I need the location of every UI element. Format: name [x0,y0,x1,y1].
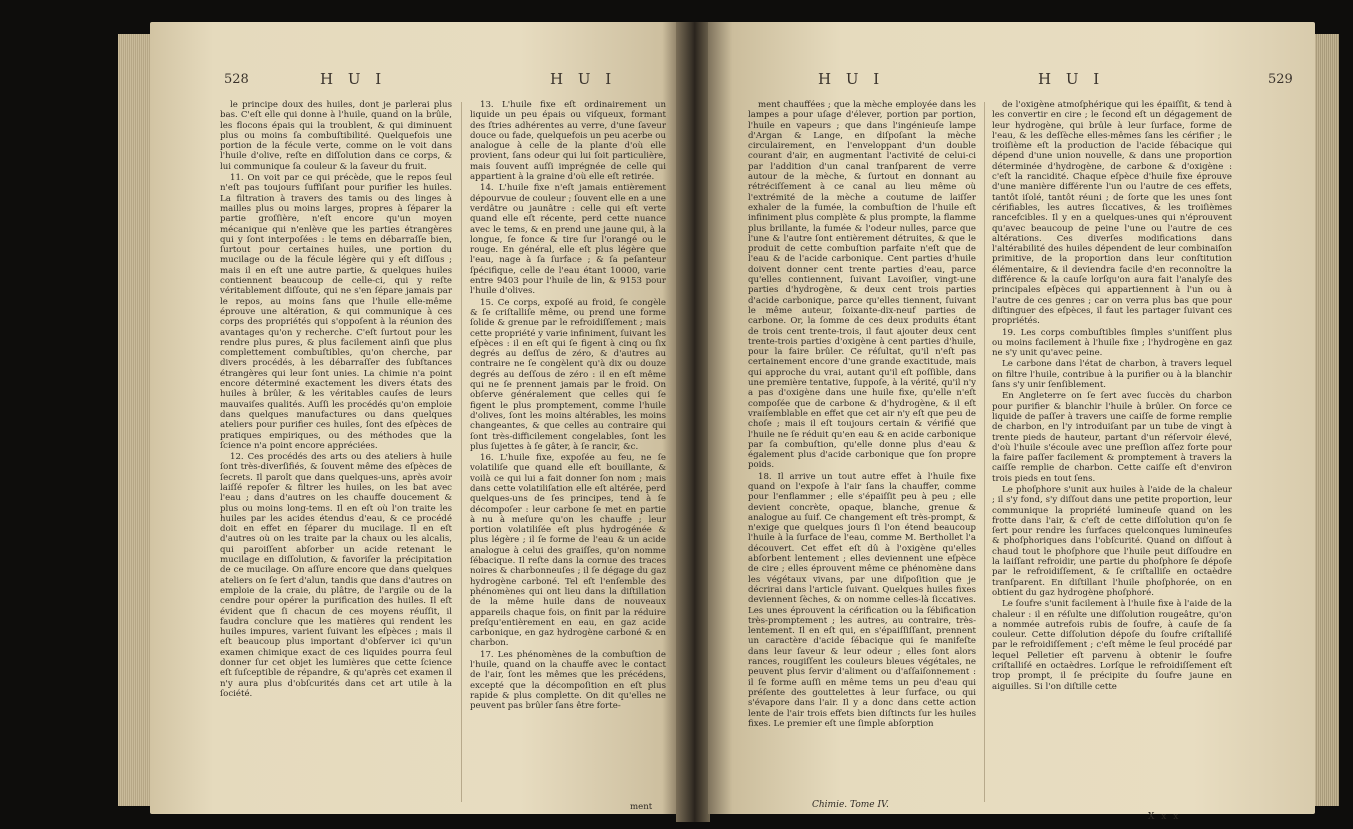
column-rule [984,102,985,802]
paragraph: 19. Les corps combuſtibles ſimples s'uniſſent plus ou moins facilement à l'huile fixe ; l'hydrogène en gaz ne s'y unit qu'avec peine. [992,327,1232,359]
paragraph: 13. L'huile fixe eſt ordinairement un liquide un peu épais ou viſqueux, formant des ſtries adhérentes au verre, d'une ſaveur douce ou fade, quelquefois un peu acerbe ou analogue à celle de la plante d'où elle provient, ſans odeur qui lui ſoit particulière, mais ſouvent auſſi imprégnée de celle qui appartient à la graine d'où elle eſt retirée. [470,100,666,183]
paragraph: le principe doux des huiles, dont je parlerai plus bas. C'eſt elle qui donne à l'huile, quand on la brûle, les flocons épais qui la troublent, & qui diminuent plus ou moins ſa combuſtibilité. Quelquefois une portion de la fécule verte, comme on le voit dans l'huile d'olive, reſte en diſſolution dans ce corps, & lui communique ſa couleur & la ſaveur du fruit. [220,100,452,172]
column-rule [461,102,462,802]
left-page-column-1 [220,100,452,802]
right-page-column-1 [748,100,976,800]
page-number-left: 528 [224,72,249,87]
paragraph: 17. Les phénomènes de la combuſtion de l'huile, quand on la chauffe avec le contact de l'air, ſont les mêmes que les précédens, excepté que la décompoſition en eſt plus rapide & plus complette. On dit qu'elles ne peuvent pas brûler ſans être forte- [470,649,666,712]
signature-line: Chimie. Tome IV. [812,800,889,810]
running-head-left-col1: H U I [320,70,387,88]
catchword: ment [630,802,653,812]
paragraph: En Angleterre on ſe ſert avec ſuccès du charbon pour purifier & blanchir l'huile à brûler. On force ce liquide de paſſer à travers une caiſſe de forme remplie de charbon, en l'y introduiſant par un tube de vingt à trente pieds de hauteur, partant d'un réſervoir élevé, d'où l'huile s'écoule avec une preſſion aſſez forte pour la faire paſſer facilement & promptement à travers la caiſſe remplie de charbon. Cette caiſſe eſt d'environ trois pieds en tout ſens. [992,391,1232,484]
right-page-column-2 [992,100,1232,800]
right-page [708,22,1315,822]
running-head-right-col2: H U I [1038,70,1105,88]
paragraph: 12. Ces procédés des arts ou des ateliers à huile ſont très-diverſifiés, & ſouvent même des eſpèces de ſecrets. Il paroît que dans quelques-uns, après avoir laiſſé repoſer & filtrer les huiles, on les bat avec l'eau ; dans d'autres on les chauffe doucement & plus ou moins long-tems. Il en eſt où l'on traite les huiles par les acides étendus d'eau, & ce procédé doit en effet en ſéparer du mucilage. Il en eſt d'autres où on les traite par la chaux ou les alcalis, qui paroiſſent abſorber un acide retenant le mucilage en diſſolution, & favoriſer la précipitation de ce mucilage. On aſſure encore que dans quelques ateliers on ſe ſert d'alun, tandis que dans d'autres on emploie de la craie, du plâtre, de l'argile ou de la cendre pour opérer la purification des huiles. Il eſt évident que ſi chacun de ces moyens réuſſit, il faudra conclure que les matières qui rendent les huiles impures, varient ſuivant les eſpèces ; mais il eſt beaucoup plus important d'obſerver ici qu'un examen chimique exact de ces liquides pourra ſeul donner ſur cet objet les lumières que cette ſcience eſt ſuſceptible de répandre, & qu'après cet examen il n'y aura plus d'obſcurités dans cet art utile à la ſociété. [220,452,452,699]
running-head-left-col2: H U I [550,70,617,88]
paragraph: Le ſoufre s'unit facilement à l'huile fixe à l'aide de la chaleur : il en réſulte une diſſolution rougeâtre, qu'on a nommée autrefois rubis de ſoufre, à cauſe de ſa couleur. Cette diſſolution dépoſe du ſoufre criſtalliſé par le refroidiſſement ; c'eſt même le ſeul procédé par lequel Pelletier eſt parvenu à obtenir le ſoufre criſtalliſé en octaèdres. Lorſque le refroidiſſement eſt trop prompt, il ſe précipite du ſoufre jaune en aiguilles. Si l'on diſtille cette [992,599,1232,692]
gathering-mark: X x x [1148,812,1181,822]
right-page-edges [1313,34,1339,806]
paragraph: 11. On voit par ce qui précède, que le repos ſeul n'eſt pas toujours ſuffiſant pour purifier les huiles. La filtration à travers des tamis ou des linges à mailles plus ou moins larges, propres à ſéparer la partie groſſière, n'eſt encore qu'un moyen mécanique qui n'enlève que les parties étrangères qui y ſont interpoſées : le tems en débarraſſe bien, ſurtout pour certaines huiles, une portion du mucilage ou de la fécule légère qui y eſt diſſous ; mais il en eſt une autre partie, & quelques huiles contiennent beaucoup de celle-ci, qui y reſte véritablement diſſoute, qui ne s'en ſépare jamais par le repos, au moins ſans que l'huile elle-même éprouve une altération, & qui communique à ces corps des propriétés qui s'oppoſent à la réunion des avantages qu'on y recherche. C'eſt ſurtout pour les rendre plus pures, & plus facilement ainſi que plus complettement combuſtibles, qu'on cherche, par divers procédés, à les débarraſſer des ſubſtances étrangères qui leur ſont unies. La chimie n'a point encore déterminé exactement les divers états des huiles à brûler, & les véritables cauſes de leurs mauvaiſes qualités. Auſſi les procédés qu'on emploie dans quelques manufactures ou dans quelques ateliers pour purifier ces huiles, ſont des eſpèces de pratiques empiriques, ou des méthodes que la ſcience n'a point encore appréciées. [220,173,452,451]
paragraph: 15. Ce corps, expoſé au froid, ſe congèle & ſe criſtalliſe même, ou prend une forme ſolide & grenue par le refroidiſſement ; mais cette propriété y varie infiniment, ſuivant les eſpèces : il en eſt qui ſe figent à cinq ou ſix degrés au deſſus de zéro, & d'autres au contraire ne ſe congèlent qu'à dix ou douze degrés au deſſous de zéro : il en eſt même qui ne ſe prennent jamais par le froid. On obſerve généralement que celles qui ſe figent le plus promptement, comme l'huile d'olives, ſont les moins altérables, les moins changeantes, & que celles au contraire qui ſont très-difficilement congelables, ſont les plus ſujettes à ſe gâter, à ſe rancir, &c. [470,297,666,452]
paragraph: 16. L'huile fixe, expoſée au feu, ne ſe volatiliſe que quand elle eſt bouillante, & voilà ce qui lui a fait donner ſon nom ; mais dans cette volatiliſation elle eſt altérée, perd quelques-uns de ſes principes, tend à ſe décompoſer : leur carbone ſe met en partie à nu à meſure qu'on les chauffe ; leur portion volatiliſée eſt plus hydrogénée & plus légère ; il ſe forme de l'eau & un acide analogue à celui des graiſſes, qu'on nomme ſébacique. Il reſte dans la cornue des traces noires & charbonneuſes ; il ſe dégage du gaz hydrogène carboné. Tel eſt l'enſemble des phénomènes qui ont lieu dans la diſtillation de la même huile dans de nouveaux appareils chaque fois, on finit par la réduire preſqu'entièrement en eau, en gaz acide carbonique, en gaz hydrogène carboné & en charbon. [470,453,666,649]
page-number-right: 529 [1268,72,1293,87]
paragraph: Le phoſphore s'unit aux huiles à l'aide de la chaleur ; il s'y fond, s'y diſſout dans une petite proportion, leur communique la propriété lumineuſe quand on les frotte dans l'air, & c'eſt de cette diſſolution qu'on ſe ſert pour rendre les ſurfaces quelconques lumineuſes & phoſphoriques dans l'obſcurité. Quand on diſſout à chaud tout le phoſphore que l'huile peut diſſoudre en la laiſſant refroidir, une partie du phoſphore ſe dépoſe par le refroidiſſement, & ſe criſtalliſe en octaèdre tranſparent. En diſtillant l'huile phoſphorée, on en obtient du gaz hydrogène phoſphoré. [992,484,1232,598]
paragraph: 18. Il arrive un tout autre effet à l'huile fixe quand on l'expoſe à l'air ſans la chauffer, comme pour l'enflammer ; elle s'épaiſſit peu à peu ; elle devient concrète, opaque, blanche, grenue & analogue au ſuif. Ce changement eſt très-prompt, & n'exige que quelques jours ſi l'on étend beaucoup l'huile à la ſurface de l'eau, comme M. Berthollet l'a découvert. Cet effet eſt dû à l'oxigène qu'elles abſorbent lentement ; elles deviennent une eſpèce de cire ; elles éprouvent même ce phénomène dans les végétaux vivans, par une diſpoſition que je décrirai dans l'article ſuivant. Quelques huiles fixes deviennent ſèches, & on nomme celles-là ſiccatives. Les unes éprouvent la cérification ou la ſébification très-promptement ; les autres, au contraire, très-lentement. Il en eſt qui, en s'épaiſſiſſant, prennent un caractère d'acide ſébacique qui ſe manifeſte dans leur ſaveur & leur odeur ; elles ſont alors rances, rougiſſent les couleurs bleues végétales, ne peuvent plus ſervir d'aliment ou d'aſſaiſonnement : il ſe forme auſſi en même tems un peu d'eau qui préſente des gouttelettes à leur ſurface, ou qui s'évapore dans l'air. Il y a donc dans cette action lente de l'air trois effets bien diſtincts ſur les huiles fixes. Le premier eſt une ſimple abſorption [748,471,976,729]
paragraph: ment chauffées ; que la mèche employée dans les lampes a pour uſage d'élever, portion par portion, l'huile en vapeurs ; que dans l'ingénieuſe lampe d'Argan & Lange, en diſpoſant la mèche circulairement, en l'enveloppant d'un double courant d'air, en augmentant l'activité de celui-ci par l'addition d'un canal tranſparent de verre autour de la mèche, & ſurtout en donnant au rétréciſſement à ce canal au lieu même où l'extrémité de la mèche a coutume de laiſſer exhaler de la fumée, la combuſtion de l'huile eſt infiniment plus complète & plus prompte, la flamme plus brillante, la fumée & l'odeur nulles, parce que l'une & l'autre ſont entièrement détruites, & que le produit de cette combuſtion parfaite n'eſt que de l'eau & de l'acide carbonique. Cent parties d'huile doivent donner cent trente parties d'eau, parce qu'elles contiennent, ſuivant Lavoiſier, vingt-une parties d'hydrogène, & deux cent trois parties d'acide carbonique, parce qu'elles tiennent, ſuivant le même auteur, ſoixante-dix-neuf parties de carbone. Or, la ſomme de ces deux produits étant de trois cent trente-trois, il faut ajouter deux cent trente-trois parties d'oxigène à cent parties d'huile, pour la faire brûler. Ce réſultat, qu'il n'eſt pas certainement encore d'une grande exactitude, mais qui approche du vrai, autant qu'il eſt poſſible, dans une première tentative, ſuppoſe, à la vérité, qu'il n'y a pas d'oxigène dans une huile fixe, qu'elle n'eſt compoſée que de carbone & d'hydrogène, & il eſt vraiſemblable en effet que cet air n'y eſt que peu de choſe ; mais il eſt toujours certain & vérifié que l'huile ne ſe réduit qu'en eau & en acide carbonique par ſa combuſtion, qu'elle donne plus d'eau & également plus d'acide carbonique que ſon propre poids. [748,100,977,471]
left-page-edges [118,34,152,806]
left-page-column-2 [470,100,666,802]
running-head-right-col1: H U I [818,70,885,88]
book-gutter [676,22,710,822]
paragraph: de l'oxigène atmoſphérique qui les épaiſſit, & tend à les convertir en cire ; le ſecond eſt un dégagement de leur hydrogène, qui brûle à leur ſurface, forme de l'eau, & les deſſèche elles-mêmes ſans les cérifier ; le troiſième eſt la production de l'acide ſébacique qui dépend d'une union nouvelle, & dans une proportion déterminée d'hydrogène, de carbone & d'oxigène : c'eſt la rancidité. Chaque eſpèce d'huile fixe éprouve d'une manière différente l'un ou l'autre de ces effets, tantôt iſolé, tantôt réuni ; de ſorte que les unes ſont cérifiables, les autres ſiccatives, & les troiſièmes rancefcibles. Il y en a quelques-unes qui n'éprouvent qu'avec beaucoup de peine l'une ou l'autre de ces altérations. Ces diverſes modifications dans l'altérabilité des huiles dépendent de leur combinaiſon primitive, de la proportion dans leur conſtitution élémentaire, & il deviendra facile d'en reconnoître la différence & la cauſe lorſqu'on aura fait l'analyſe des principales eſpèces qui appartiennent à l'un ou à l'autre de ces genres ; car on verra plus bas que pour diſtinguer des eſpèces, il faut les partager ſuivant ces propriétés. [992,100,1232,327]
left-page [150,22,678,814]
paragraph: Le carbone dans l'état de charbon, à travers lequel on filtre l'huile, contribue à la purifier ou à la blanchir ſans s'y unir ſenſiblement. [992,359,1232,391]
paragraph: 14. L'huile fixe n'eſt jamais entièrement dépourvue de couleur ; ſouvent elle en a une verdâtre ou jaunâtre : celle qui eſt verte quand elle eſt récente, perd cette nuance avec le tems, & en prend une jaune qui, à la longue, ſe fonce & tire ſur l'orangé ou le rouge. En général, elle eſt plus légère que l'eau, nage à ſa ſurface ; & ſa peſanteur ſpécifique, celle de l'eau étant 10000, varie entre 9403 pour l'huile de lin, & 9153 pour l'huile d'olives. [470,183,666,297]
